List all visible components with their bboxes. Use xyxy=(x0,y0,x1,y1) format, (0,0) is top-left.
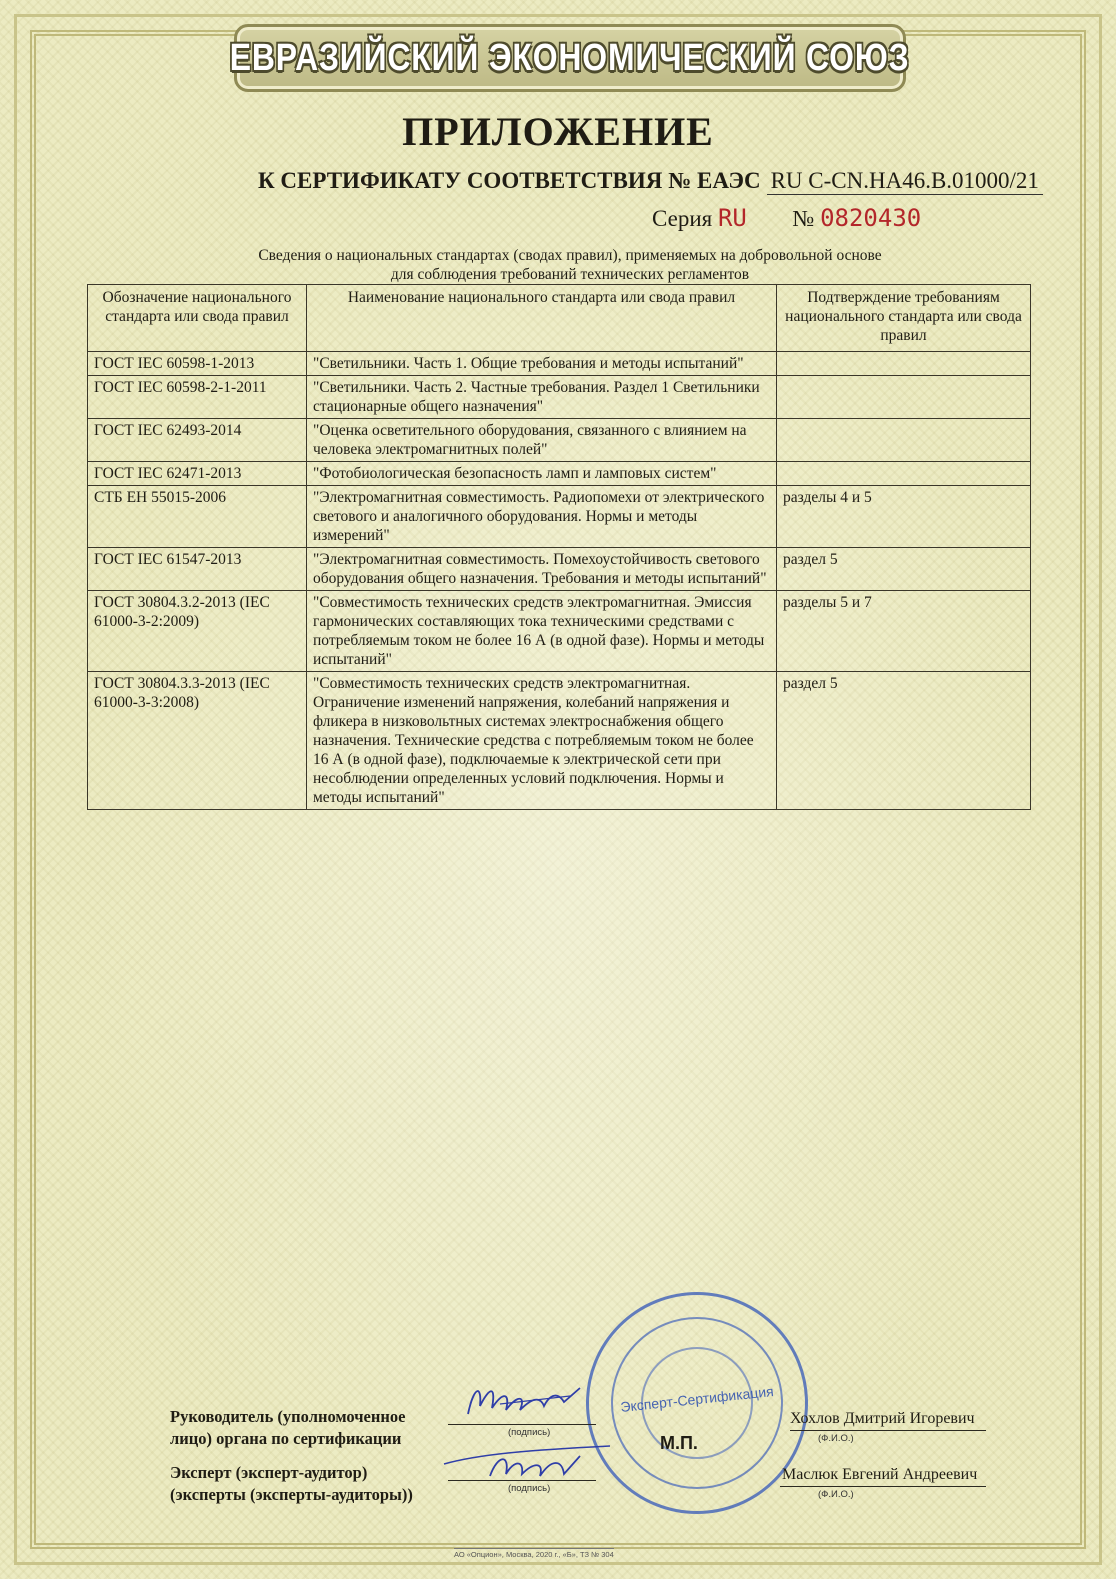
series-line xyxy=(652,204,921,232)
head-name-caption: (Ф.И.О.) xyxy=(818,1433,854,1444)
standard-code: ГОСТ IEC 62493-2014 xyxy=(88,419,307,462)
standard-code: ГОСТ 30804.3.3-2013 (IEC 61000-3-3:2008) xyxy=(88,672,307,810)
standard-code: ГОСТ IEC 61547-2013 xyxy=(88,548,307,591)
printer-mark: АО «Опцион», Москва, 2020 г., «Б», ТЗ № 304 xyxy=(454,1550,614,1559)
intro-text xyxy=(180,246,960,284)
table-row xyxy=(88,419,1031,462)
certificate-label: К СЕРТИФИКАТУ СООТВЕТСТВИЯ № ЕАЭС xyxy=(258,168,761,193)
table-header-row xyxy=(88,285,1031,352)
head-signatory-label xyxy=(170,1406,405,1450)
certificate-number: RU C-CN.HA46.B.01000/21 xyxy=(767,168,1043,195)
certificate-number-line xyxy=(258,168,1043,195)
standard-name: "Светильники. Часть 1. Общие требования и методы испытаний" xyxy=(307,352,777,376)
header-code: Обозначение национального стандарта или свода правил xyxy=(88,285,307,352)
standard-code: ГОСТ IEC 60598-1-2013 xyxy=(88,352,307,376)
expert-name-caption: (Ф.И.О.) xyxy=(818,1489,854,1500)
expert-label-line-1: Эксперт (эксперт-аудитор) xyxy=(170,1463,368,1482)
head-name-line xyxy=(790,1430,986,1431)
standard-code: ГОСТ IEC 62471-2013 xyxy=(88,462,307,486)
standard-code: ГОСТ IEC 60598-2-1-2011 xyxy=(88,376,307,419)
standard-name: "Фотобиологическая безопасность ламп и ламповых систем" xyxy=(307,462,777,486)
table-row xyxy=(88,376,1031,419)
seal-place-mark: М.П. xyxy=(660,1433,698,1453)
series-value: RU xyxy=(717,204,747,232)
intro-line-2: для соблюдения требований технических регламентов xyxy=(390,266,750,283)
standard-confirm: разделы 5 и 7 xyxy=(777,591,1031,672)
expert-signature-caption: (подпись) xyxy=(508,1483,551,1494)
standard-name: "Оценка осветительного оборудования, связанного с влиянием на человека электромагнитных полей" xyxy=(307,419,777,462)
standards-table xyxy=(87,284,1031,810)
expert-name-line xyxy=(780,1486,986,1487)
standard-name: "Электромагнитная совместимость. Помехоустойчивость светового оборудования общего назначения. Требования и методы испытаний" xyxy=(307,548,777,591)
standard-confirm: раздел 5 xyxy=(777,672,1031,810)
standard-code: ГОСТ 30804.3.2-2013 (IEC 61000-3-2:2009) xyxy=(88,591,307,672)
header-confirm: Подтверждение требованиям национального стандарта или свода правил xyxy=(777,285,1031,352)
document-title: ПРИЛОЖЕНИЕ xyxy=(402,109,714,154)
table-row xyxy=(88,672,1031,810)
standard-confirm xyxy=(777,419,1031,462)
standard-confirm xyxy=(777,376,1031,419)
standard-confirm: разделы 4 и 5 xyxy=(777,486,1031,548)
table-row xyxy=(88,591,1031,672)
standard-confirm xyxy=(777,352,1031,376)
header-name: Наименование национального стандарта или свода правил xyxy=(307,285,777,352)
head-label-line-1: Руководитель (уполномоченное xyxy=(170,1407,406,1426)
standard-name: "Светильники. Часть 2. Частные требования. Раздел 1 Светильники стационарные общего назначения" xyxy=(307,376,777,419)
standard-name: "Электромагнитная совместимость. Радиопомехи от электрического светового и аналогичного оборудования. Нормы и методы измерений" xyxy=(307,486,777,548)
form-number-value: 0820430 xyxy=(820,204,922,232)
standard-confirm: раздел 5 xyxy=(777,548,1031,591)
table-row xyxy=(88,352,1031,376)
standard-confirm xyxy=(777,462,1031,486)
standard-code: СТБ ЕН 55015-2006 xyxy=(88,486,307,548)
head-label-line-2: лицо) органа по сертификации xyxy=(170,1429,402,1448)
form-number-label: № xyxy=(792,206,815,231)
head-name: Хохлов Дмитрий Игоревич xyxy=(790,1410,975,1427)
table-row xyxy=(88,548,1031,591)
union-banner-text: ЕВРАЗИЙСКИЙ ЭКОНОМИЧЕСКИЙ СОЮЗ xyxy=(230,36,910,79)
union-banner xyxy=(230,24,910,92)
head-handwritten-signature xyxy=(460,1376,590,1426)
standard-name: "Совместимость технических средств электромагнитная. Эмиссия гармонических составляющих тока техническими средствами с потребляемым током не более 16 А (в одной фазе). Нормы и методы испытаний" xyxy=(307,591,777,672)
standard-name: "Совместимость технических средств электромагнитная. Ограничение изменений напряжения, колебаний напряжения и фликера в низковольтных системах электроснабжения общего назначения. Технические средства с потребляемым током не более 16 А (в одной фазе), подключаемые к электрической сети при несоблюдении определенных условий подключения. Нормы и методы испытаний" xyxy=(307,672,777,810)
expert-name: Маслюк Евгений Андреевич xyxy=(782,1466,978,1483)
expert-signatory-label xyxy=(170,1462,413,1506)
expert-label-line-2: (эксперты (эксперты-аудиторы)) xyxy=(170,1485,413,1504)
expert-handwritten-signature xyxy=(440,1440,620,1484)
seal-centre-text: Эксперт-Сертификация xyxy=(619,1383,775,1415)
series-label: Серия xyxy=(652,206,713,231)
table-row xyxy=(88,486,1031,548)
head-signature-caption: (подпись) xyxy=(508,1427,551,1438)
intro-line-1: Сведения о национальных стандартах (сводах правил), применяемых на добровольной основе xyxy=(258,247,882,264)
table-row xyxy=(88,462,1031,486)
